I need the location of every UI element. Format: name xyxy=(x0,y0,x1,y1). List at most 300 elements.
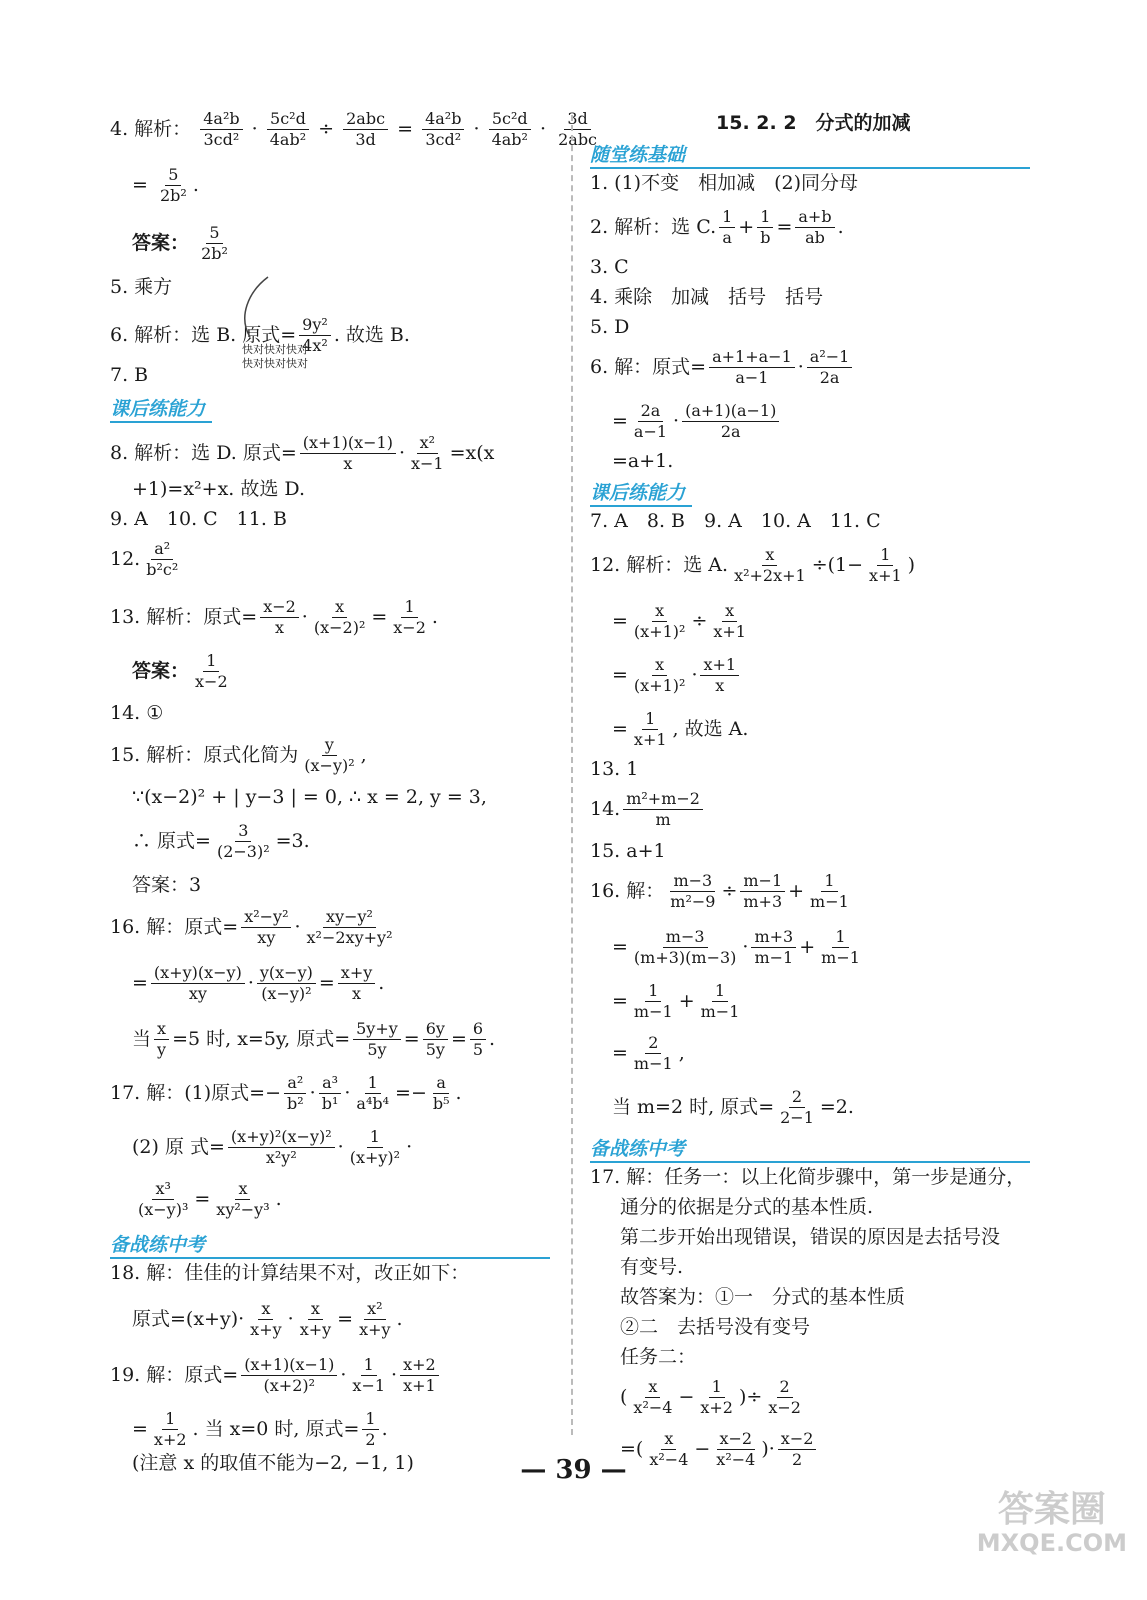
fraction xyxy=(284,1074,307,1114)
punct: . xyxy=(396,1307,403,1330)
fraction xyxy=(866,546,905,586)
denominator: (x−2)² xyxy=(313,618,366,638)
operator: = xyxy=(334,1027,351,1050)
denominator: x−2 xyxy=(195,672,228,692)
numerator: x xyxy=(661,1430,676,1450)
fraction xyxy=(682,402,779,442)
numerator: 5 xyxy=(165,166,181,186)
denominator: m−1 xyxy=(810,892,849,912)
operator: = xyxy=(403,1027,420,1050)
numerator: 1 xyxy=(757,208,773,228)
numerator: 1 xyxy=(642,710,658,730)
operator: ÷ xyxy=(721,879,738,902)
denominator: 4ab² xyxy=(269,130,307,150)
fraction xyxy=(667,872,718,912)
answer-12 xyxy=(110,540,184,580)
text: =2. xyxy=(819,1095,854,1118)
denominator: m−1 xyxy=(754,948,794,968)
pen-mark-icon xyxy=(228,272,278,342)
denominator: x+1 xyxy=(403,1376,436,1396)
fraction xyxy=(311,598,369,638)
operator: =− xyxy=(249,1081,282,1104)
answer-16-step1 xyxy=(612,928,866,968)
fraction xyxy=(631,928,739,968)
operator: = xyxy=(280,323,297,346)
numerator: (x+1)(x−1) xyxy=(241,1356,337,1376)
label: 答案： xyxy=(132,659,190,682)
fraction xyxy=(143,540,181,580)
answer-15 xyxy=(110,736,367,776)
fraction xyxy=(807,872,852,912)
fraction xyxy=(257,964,316,1004)
denominator: x+1 xyxy=(869,566,902,586)
section-underline xyxy=(110,421,212,423)
numerator: 1 xyxy=(645,982,661,1002)
numerator: x xyxy=(308,1300,323,1320)
operator: = xyxy=(337,1307,354,1330)
numerator: x+1 xyxy=(700,656,739,676)
numerator: m−3 xyxy=(670,872,715,892)
numerator: x+y xyxy=(338,964,375,984)
operator: = xyxy=(397,117,414,140)
numerator: 5c²d xyxy=(489,110,531,130)
operator: = xyxy=(222,1363,239,1386)
denominator: m xyxy=(655,810,671,830)
numerator: a² xyxy=(151,540,173,560)
numerator: 2 xyxy=(645,1034,661,1054)
fraction xyxy=(777,1088,817,1128)
denominator: (2−3)² xyxy=(216,842,270,862)
denominator: (x+y)² xyxy=(349,1148,401,1168)
operator: = xyxy=(690,355,707,378)
numerator: 4a²b xyxy=(422,110,464,130)
denominator: x²−4 xyxy=(716,1450,756,1470)
numerator: y xyxy=(322,736,337,756)
watermark-note: 快对快对快对 xyxy=(242,357,308,370)
answer-17-part2-cont xyxy=(132,1180,282,1220)
text: . 当 x=0 时, 原式 xyxy=(192,1417,344,1440)
fraction xyxy=(338,964,375,1004)
operator: · xyxy=(391,1363,398,1386)
denominator: x²−2xy+y² xyxy=(306,928,393,948)
operator: · xyxy=(309,1081,316,1104)
operator: = xyxy=(612,609,628,632)
numerator: 1 xyxy=(877,546,893,566)
text: ) xyxy=(907,553,916,576)
denominator: 5y xyxy=(425,1040,445,1060)
denominator: 3cd² xyxy=(203,130,240,150)
denominator: b²c² xyxy=(146,560,179,580)
operator: = xyxy=(612,717,628,740)
numerator: x xyxy=(722,602,737,622)
operator: + xyxy=(678,989,695,1012)
numerator: 9y² xyxy=(299,316,331,336)
fraction xyxy=(353,1020,401,1060)
text: =5 时, x=5y, 原式 xyxy=(172,1027,335,1050)
numerator: 1 xyxy=(162,1410,178,1430)
numerator: 1 xyxy=(362,1410,378,1430)
numerator: 1 xyxy=(832,928,848,948)
answer-18: 18. 解：佳佳的计算结果不对，改正如下： xyxy=(110,1262,470,1284)
punct: . xyxy=(431,605,438,628)
fraction xyxy=(719,208,735,248)
fraction xyxy=(200,110,242,150)
label: 2. 解析：选 C. xyxy=(590,215,717,238)
punct: . xyxy=(381,1417,388,1440)
fraction xyxy=(631,656,689,696)
operator: · xyxy=(337,1135,344,1158)
section-underline xyxy=(110,1257,550,1259)
label: 19. 解：原式 xyxy=(110,1363,223,1386)
operator: · xyxy=(294,915,301,938)
operator: = xyxy=(343,1417,360,1440)
label: 8. 解析：选 D. 原式 xyxy=(110,441,281,464)
label: ∴ 原式 xyxy=(132,829,196,852)
denominator: x−1 xyxy=(411,454,444,474)
operator: − xyxy=(694,1437,711,1460)
answer-9-11: 9. A 10. C 11. B xyxy=(110,508,287,530)
answer-14 xyxy=(590,790,706,830)
fraction xyxy=(400,1356,439,1396)
operator: + xyxy=(799,935,816,958)
denominator: m−1 xyxy=(700,1002,740,1022)
numerator: x xyxy=(332,598,347,618)
fraction xyxy=(241,1356,337,1396)
fraction xyxy=(192,652,231,692)
fraction xyxy=(356,1300,393,1340)
label: 6. 解：原式 xyxy=(590,355,691,378)
label: 12. 解析：选 A. xyxy=(590,553,729,576)
watermark-url: MXQE.COM xyxy=(976,1528,1127,1557)
denominator: (m+3)(m−3) xyxy=(633,948,737,968)
operator: = xyxy=(612,409,628,432)
numerator: x xyxy=(258,1300,273,1320)
denominator: x xyxy=(352,984,362,1004)
punct: . 故选 B. xyxy=(333,323,410,346)
denominator: 2b² xyxy=(201,244,228,264)
fraction xyxy=(198,224,231,264)
numerator: x³ xyxy=(152,1180,173,1200)
label: 答案： xyxy=(132,231,190,254)
denominator: ab xyxy=(805,228,825,248)
watermark xyxy=(977,1490,1127,1556)
numerator: (x+y)(x−y) xyxy=(151,964,245,984)
numerator: 1 xyxy=(401,598,417,618)
denominator: x−1 xyxy=(352,1376,386,1396)
denominator: m−1 xyxy=(633,1002,673,1022)
answer-16 xyxy=(110,908,398,948)
operator: + xyxy=(788,879,805,902)
denominator: x²−4 xyxy=(633,1398,673,1418)
denominator: a xyxy=(722,228,732,248)
answer-5: 5. 乘方 xyxy=(110,276,173,298)
operator: =− xyxy=(395,1081,427,1104)
answer-6-result: =a+1. xyxy=(612,450,674,472)
fraction xyxy=(267,110,309,150)
answer-2 xyxy=(590,208,844,248)
answer-8 xyxy=(110,434,494,474)
operator: · xyxy=(473,117,480,140)
denominator: (x−y)² xyxy=(261,984,312,1004)
denominator: (x−y)² xyxy=(304,756,355,776)
operator: − xyxy=(678,1385,695,1408)
fraction xyxy=(709,348,795,388)
numerator: x xyxy=(652,656,667,676)
fraction xyxy=(343,110,388,150)
numerator: x² xyxy=(417,434,438,454)
operator: = xyxy=(450,1027,467,1050)
numerator: 2 xyxy=(777,1378,793,1398)
operator: = xyxy=(776,215,793,238)
fraction xyxy=(304,908,396,948)
fraction xyxy=(740,872,785,912)
answer-12-step2 xyxy=(612,656,742,696)
fraction xyxy=(631,1034,676,1074)
fraction xyxy=(623,790,703,830)
operator: = xyxy=(612,989,628,1012)
fraction xyxy=(214,822,273,862)
answer-19-note: (注意 x 的取值不能为−2, −1, 1) xyxy=(132,1452,414,1474)
fraction xyxy=(757,208,773,248)
numerator: x xyxy=(645,1378,660,1398)
label: 16. 解：原式 xyxy=(110,915,223,938)
denominator: b xyxy=(760,228,771,248)
fraction xyxy=(157,166,190,206)
numerator: 1 xyxy=(203,652,219,672)
denominator: x−2 xyxy=(393,618,426,638)
answer-15: 15. a+1 xyxy=(590,840,666,862)
text: ) xyxy=(738,1385,747,1408)
operator: · xyxy=(301,605,308,628)
answer-13-result xyxy=(132,652,234,692)
denominator: 2abc xyxy=(558,130,598,150)
numerator: x+2 xyxy=(400,1356,439,1376)
denominator: (x−y)³ xyxy=(138,1200,189,1220)
numerator: a+1+a−1 xyxy=(709,348,795,368)
answer-17-part2 xyxy=(132,1128,412,1168)
fraction xyxy=(241,908,291,948)
numerator: x²−y² xyxy=(241,908,291,928)
operator: · xyxy=(247,971,254,994)
denominator: x+y xyxy=(359,1320,391,1340)
denominator: x xyxy=(343,454,353,474)
numerator: m−1 xyxy=(740,872,785,892)
denominator: 2a xyxy=(819,368,840,388)
fraction xyxy=(347,1128,403,1168)
numerator: 6y xyxy=(423,1020,448,1040)
denominator: 2b² xyxy=(159,186,187,206)
fraction xyxy=(390,598,429,638)
fraction xyxy=(151,1410,190,1450)
numerator: x xyxy=(235,1180,250,1200)
denominator: a−1 xyxy=(633,422,668,442)
fraction xyxy=(247,1300,284,1340)
operator: ÷ xyxy=(746,1385,763,1408)
fraction xyxy=(423,1020,448,1060)
denominator: 5 xyxy=(472,1040,484,1060)
answer-4 xyxy=(110,110,603,150)
fraction xyxy=(353,1074,392,1114)
denominator: x+2 xyxy=(153,1430,187,1450)
label: 6. 解析：选 B. 原式 xyxy=(110,323,281,346)
section-underline xyxy=(590,505,692,507)
answer-6 xyxy=(590,348,855,388)
fraction xyxy=(349,1356,388,1396)
denominator: x+y xyxy=(250,1320,282,1340)
punct: , xyxy=(678,1041,685,1064)
operator: = xyxy=(241,605,258,628)
numerator: x−2 xyxy=(717,1430,756,1450)
operator: = xyxy=(132,1417,148,1440)
operator: · xyxy=(673,409,680,432)
answer-16-step2 xyxy=(612,982,745,1022)
numerator: 1 xyxy=(709,1378,725,1398)
denominator: 4ab² xyxy=(491,130,528,150)
denominator: m−1 xyxy=(821,948,860,968)
operator: · xyxy=(238,1307,245,1330)
answer-19-calc xyxy=(132,1410,388,1450)
operator: ÷ xyxy=(318,117,335,140)
numerator: m+3 xyxy=(751,928,796,948)
denominator: x²y² xyxy=(265,1148,297,1168)
answer-4-step xyxy=(132,166,199,206)
answer-15-step: ∵(x−2)² + | y−3 | = 0, ∴ x = 2, y = 3, xyxy=(132,786,487,808)
operator: ÷ xyxy=(691,609,708,632)
numerator: 1 xyxy=(712,982,728,1002)
numerator: y(x−y) xyxy=(257,964,316,984)
denominator: b² xyxy=(287,1094,304,1114)
denominator: 2a xyxy=(720,422,741,442)
denominator: x xyxy=(274,618,284,638)
label: 当 m=2 时, 原式 xyxy=(612,1095,759,1118)
punct: . xyxy=(275,1187,282,1210)
denominator: b¹ xyxy=(321,1094,339,1114)
denominator: (x+1)² xyxy=(633,676,686,696)
numerator: x−2 xyxy=(260,598,299,618)
fraction xyxy=(765,1378,804,1418)
numerator: (x+y)²(x−y)² xyxy=(228,1128,335,1148)
fraction xyxy=(319,1074,342,1114)
fraction xyxy=(731,546,809,586)
denominator: 2 xyxy=(792,1450,803,1470)
fraction xyxy=(710,602,749,642)
operator: · xyxy=(406,1135,413,1158)
numerator: 3d xyxy=(564,110,590,130)
punct: . xyxy=(837,215,844,238)
operator: · xyxy=(768,1437,775,1460)
fraction xyxy=(807,348,853,388)
operator: · xyxy=(691,663,698,686)
numerator: 1 xyxy=(365,1074,381,1094)
fraction xyxy=(422,110,464,150)
answer-6-step xyxy=(612,402,782,442)
numerator: 6 xyxy=(470,1020,486,1040)
numerator: 2a xyxy=(638,402,664,422)
answer-17-line: ②二 去括号没有变号 xyxy=(620,1316,811,1338)
label: 13. 解析：原式 xyxy=(110,605,242,628)
answer-16-result xyxy=(612,1088,854,1128)
denominator: m−1 xyxy=(633,1054,673,1074)
fraction xyxy=(631,982,676,1022)
fraction xyxy=(213,1180,272,1220)
numerator: a²−1 xyxy=(807,348,853,368)
operator: = xyxy=(222,915,239,938)
denominator: m²−9 xyxy=(670,892,716,912)
numerator: 2 xyxy=(789,1088,805,1108)
watermark-note: 快对快对快对 xyxy=(242,343,308,356)
label: 12. xyxy=(110,547,141,570)
fraction xyxy=(135,1180,191,1220)
operator: · xyxy=(540,117,547,140)
fraction xyxy=(631,710,670,750)
operator: · xyxy=(398,441,405,464)
numerator: (x+1)(x−1) xyxy=(300,434,396,454)
fraction xyxy=(631,602,689,642)
fraction xyxy=(362,1410,378,1450)
text: ) xyxy=(761,1437,769,1460)
punct: . xyxy=(378,971,385,994)
text: =3. xyxy=(275,829,310,852)
answer-17-line: 通分的依据是分式的基本性质. xyxy=(620,1196,874,1218)
numerator: 1 xyxy=(821,872,837,892)
answer-17-line: 故答案为：①一 分式的基本性质 xyxy=(620,1286,906,1308)
fraction xyxy=(300,434,396,474)
denominator: x xyxy=(715,676,725,696)
answer-18-calc xyxy=(132,1300,403,1340)
text: , 故选 A. xyxy=(672,717,749,740)
numerator: x xyxy=(652,602,667,622)
section-heading: 备战练中考 xyxy=(590,1138,686,1160)
answer-16 xyxy=(590,872,855,912)
numerator: a² xyxy=(284,1074,306,1094)
text: ( xyxy=(620,1385,628,1408)
answer-17-line: 有变号. xyxy=(620,1256,684,1278)
denominator: x+1 xyxy=(633,730,667,750)
fraction xyxy=(630,1378,675,1418)
fraction xyxy=(301,736,357,776)
denominator: 5y xyxy=(367,1040,387,1060)
section-title: 15. 2. 2 分式的加减 xyxy=(716,112,911,134)
operator: = xyxy=(371,605,388,628)
operator: · xyxy=(742,935,749,958)
label: 当 xyxy=(132,1027,152,1050)
denominator: (x+2)² xyxy=(263,1376,316,1396)
answer-13: 13. 1 xyxy=(590,758,639,780)
fraction xyxy=(260,598,299,638)
answer-15-result: 答案：3 xyxy=(132,874,202,896)
denominator: a⁴b⁴ xyxy=(356,1094,390,1114)
fraction xyxy=(751,928,796,968)
operator: = xyxy=(209,1135,225,1158)
answer-15-calc xyxy=(132,822,310,862)
denominator: 3d xyxy=(355,130,376,150)
numerator: m−3 xyxy=(663,928,708,948)
fraction xyxy=(408,434,447,474)
answer-12 xyxy=(590,546,915,586)
numerator: 1 xyxy=(361,1356,377,1376)
label: 15. 解析：原式化简为 xyxy=(110,743,299,766)
numerator: 5y+y xyxy=(353,1020,401,1040)
operator: = xyxy=(612,663,628,686)
operator: = xyxy=(612,935,628,958)
numerator: x−2 xyxy=(778,1430,817,1450)
answer-4: 4. 乘除 加减 括号 括号 xyxy=(590,286,824,308)
operator: · xyxy=(340,1363,347,1386)
punct: . xyxy=(192,173,199,196)
numerator: a³ xyxy=(319,1074,341,1094)
denominator: 4x² xyxy=(302,336,328,356)
fraction xyxy=(818,928,863,968)
